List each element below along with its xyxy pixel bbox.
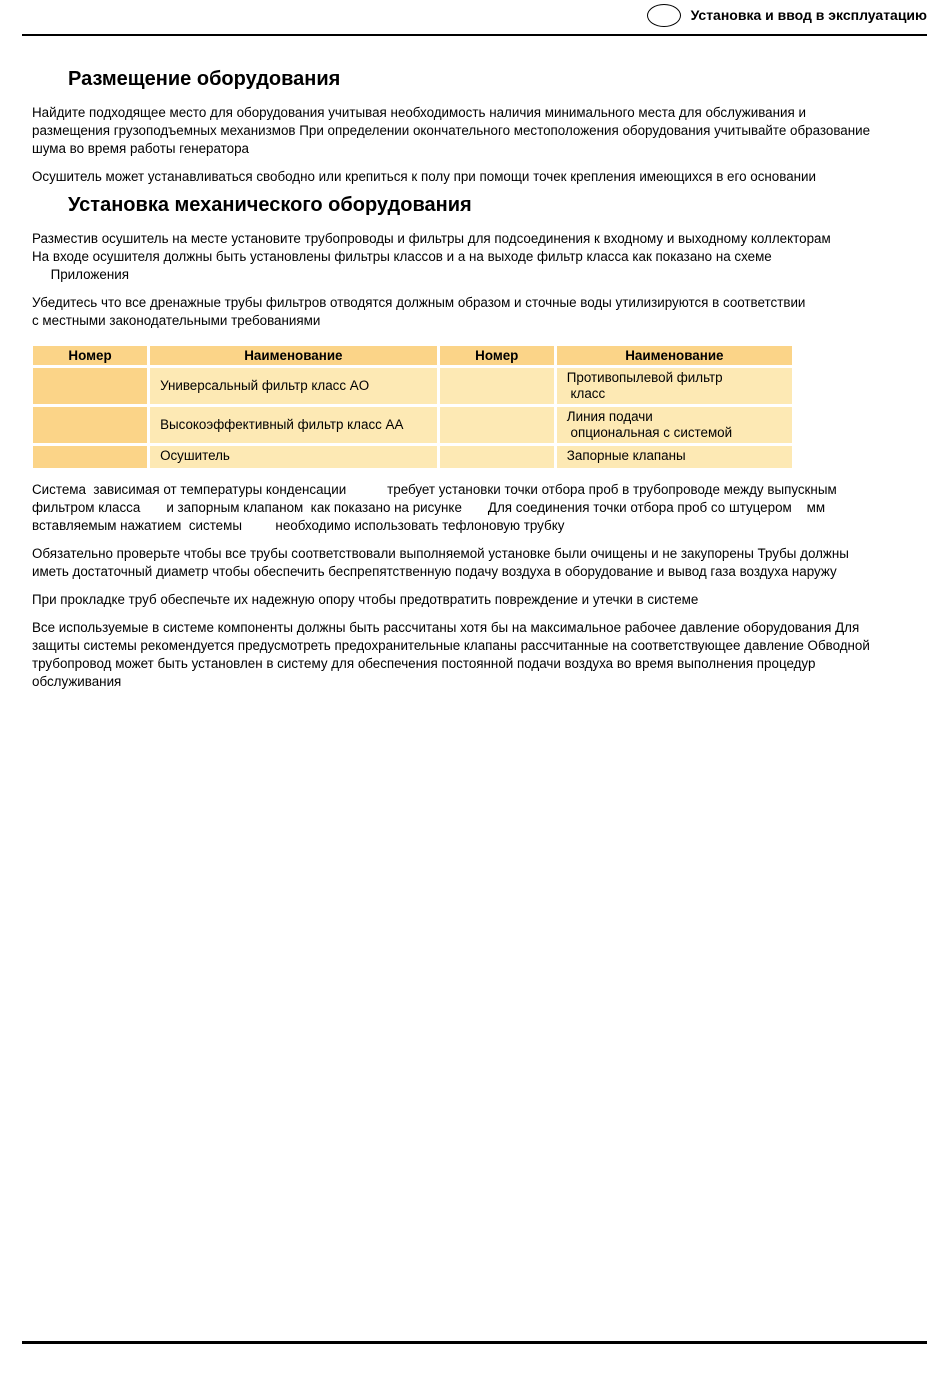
footer-rule [22,1341,927,1344]
table-row [33,407,792,443]
row-number-cell [440,446,554,468]
text-line: с местными законодательными требованиями [32,313,321,328]
table-row [33,368,792,404]
text-line: Приложения [32,267,129,282]
section-heading-mechanical: Установка механического оборудования [68,194,472,216]
row-number-cell [33,368,147,404]
text-line: обслуживания [32,674,122,689]
text-line: Система зависимая от температуры конденсации требует установки точки отбора проб в трубопроводе между выпускным [32,482,837,497]
placement-paragraph-1 [32,104,927,158]
row-name-cell [557,368,792,404]
text-line: шума во время работы генератора [32,141,249,156]
row-number-cell [33,407,147,443]
mechanical-paragraph-4 [32,545,927,581]
cell-line: класс [566,386,606,401]
row-name-cell [557,407,792,443]
row-name-cell: Запорные клапаны [557,446,792,468]
row-name-cell: Высокоэффективный фильтр класс AA [150,407,437,443]
text-line: Разместив осушитель на месте установите трубопроводы и фильтры для подсоединения к входному и выходному коллекторам [32,231,831,246]
column-header-number: Номер [440,346,554,365]
column-header-name: Наименование [557,346,792,365]
row-number-cell [33,446,147,468]
column-header-number: Номер [33,346,147,365]
text-line: трубопровод может быть установлен в систему для обеспечения постоянной подачи воздуха во время выполнения процедур [32,656,816,671]
text-line: Обязательно проверьте чтобы все трубы соответствовали выполняемой установке были очищены и не закупорены Трубы должны [32,546,849,561]
mechanical-paragraph-6 [32,619,927,691]
text-line: На входе осушителя должны быть установлены фильтры классов и а на выходе фильтр класса как показано на схеме [32,249,772,264]
text-line: защиты системы рекомендуется предусмотреть предохранительные клапаны рассчитанные на соответствующее давление Обводной [32,638,870,653]
mechanical-paragraph-1 [32,230,927,284]
page-header [22,0,927,36]
row-name-cell: Универсальный фильтр класс AO [150,368,437,404]
header-title: Установка и ввод в эксплуатацию [690,7,927,23]
column-header-name: Наименование [150,346,437,365]
text-line: фильтром класса и запорным клапаном как показано на рисунке Для соединения точки отбора проб со штуцером мм [32,500,826,515]
mechanical-paragraph-5: При прокладке труб обеспечьте их надежную опору чтобы предотвратить повреждение и утечки в системе [32,592,699,607]
section-heading-placement: Размещение оборудования [68,68,341,90]
text-line: размещения грузоподъемных механизмов При определении окончательного местоположения оборудования учитывайте образование [32,123,871,138]
row-number-cell [440,407,554,443]
text-line: Найдите подходящее место для оборудования учитывая необходимость наличия минимального места для обслуживания и [32,105,806,120]
text-line: иметь достаточный диаметр чтобы обеспечить беспрепятственную подачу воздуха в оборудование и вывод газа воздуха наружу [32,564,837,579]
text-line: Все используемые в системе компоненты должны быть рассчитаны хотя бы на максимальное рабочее давление оборудования Для [32,620,860,635]
text-line: Убедитесь что все дренажные трубы фильтров отводятся должным образом и сточные воды утилизируются в соответствии [32,295,806,310]
cell-line: опциональная с системой [566,425,733,440]
components-table [30,343,795,471]
text-line: вставляемым нажатием системы необходимо использовать тефлоновую трубку [32,518,565,533]
page-content [32,64,927,691]
row-number-cell [440,368,554,404]
cell-line: Линия подачи [566,409,653,424]
table-row [33,446,792,468]
cell-line: Противопылевой фильтр [566,370,723,385]
chapter-number-oval [647,4,681,27]
table-header-row [33,346,792,365]
row-name-cell: Осушитель [150,446,437,468]
mechanical-paragraph-3 [32,481,927,535]
mechanical-paragraph-2 [32,294,927,330]
placement-paragraph-2: Осушитель может устанавливаться свободно или крепиться к полу при помощи точек крепления имеющихся в его основании [32,169,817,184]
